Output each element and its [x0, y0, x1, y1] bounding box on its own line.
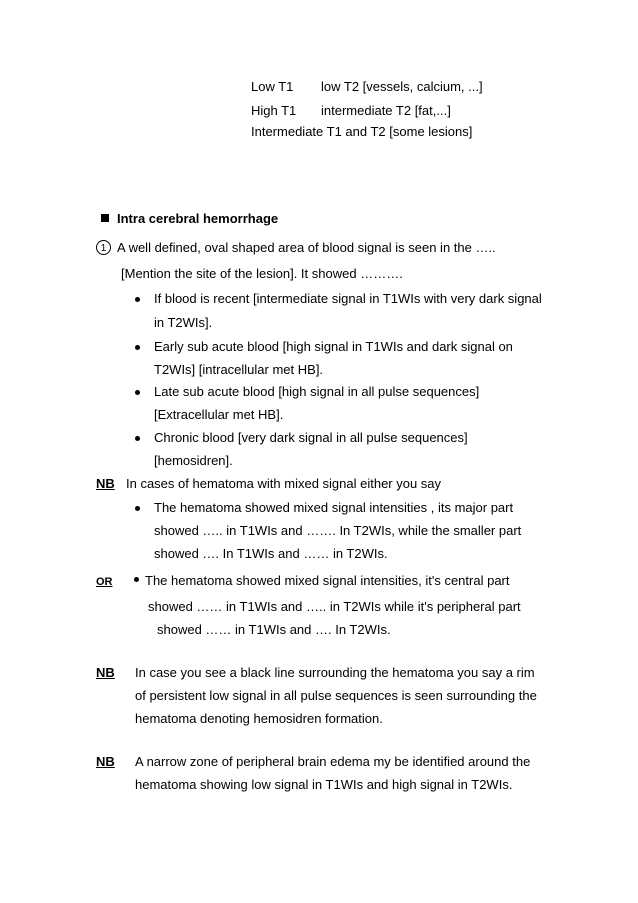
bullet-dot-icon	[135, 436, 140, 441]
nb1-bullet-line-3: showed …. In T1WIs and …… in T2WIs.	[154, 546, 388, 561]
t1-high-label: High T1	[251, 103, 297, 118]
nb3-line-2: hematoma showing low signal in T1WIs and high signal in T2WIs.	[135, 777, 513, 792]
nb-label: NB	[96, 476, 115, 491]
or-line-3: showed …… in T1WIs and …. In T2WIs.	[157, 622, 391, 637]
bullet-2-line-2: T2WIs] [intracellular met HB].	[154, 362, 324, 377]
nb2-line-1: In case you see a black line surrounding the hematoma you say a rim	[135, 665, 535, 680]
intro-line-1: A well defined, oval shaped area of blood signal is seen in the …..	[117, 240, 496, 255]
nb1-text: In cases of hematoma with mixed signal either you say	[126, 476, 442, 491]
bullet-dot-icon	[135, 297, 140, 302]
nb1-bullet-line-1: The hematoma showed mixed signal intensities , its major part	[154, 500, 514, 515]
bullet-1-line-1: If blood is recent [intermediate signal in T1WIs with very dark signal	[154, 291, 542, 306]
t2-low-desc: low T2 [vessels, calcium, ...]	[321, 79, 483, 94]
bullet-2-line-1: Early sub acute blood [high signal in T1WIs and dark signal on	[154, 339, 513, 354]
bullet-dot-icon	[135, 345, 140, 350]
bullet-dot-icon	[135, 506, 140, 511]
intermediate-line: Intermediate T1 and T2 [some lesions]	[251, 124, 473, 139]
bullet-3-line-2: [Extracellular met HB].	[154, 407, 284, 422]
t2-intermediate-desc: intermediate T2 [fat,...]	[321, 103, 451, 118]
circled-number-icon: 1	[96, 240, 111, 255]
nb3-line-1: A narrow zone of peripheral brain edema my be identified around the	[135, 754, 531, 769]
bullet-1-line-2: in T2WIs].	[154, 315, 213, 330]
bullet-4-line-1: Chronic blood [very dark signal in all pulse sequences]	[154, 430, 468, 445]
section-heading: Intra cerebral hemorrhage	[117, 211, 279, 226]
nb1-bullet-line-2: showed ….. in T1WIs and ……. In T2WIs, while the smaller part	[154, 523, 522, 538]
nb-label: NB	[96, 665, 115, 680]
intro-line-2: [Mention the site of the lesion]. It showed ……….	[121, 266, 403, 281]
or-line-2: showed …… in T1WIs and ….. in T2WIs while it's peripheral part	[148, 599, 521, 614]
or-line-1: The hematoma showed mixed signal intensities, it's central part	[145, 573, 510, 588]
bullet-4-line-2: [hemosidren].	[154, 453, 233, 468]
nb2-line-3: hematoma denoting hemosidren formation.	[135, 711, 383, 726]
bullet-3-line-1: Late sub acute blood [high signal in all pulse sequences]	[154, 384, 480, 399]
bullet-dot-icon	[134, 577, 139, 582]
square-bullet-icon	[101, 214, 109, 222]
nb2-line-2: of persistent low signal in all pulse sequences is seen surrounding the	[135, 688, 537, 703]
or-label: OR	[96, 576, 113, 588]
t1-low-label: Low T1	[251, 79, 294, 94]
bullet-dot-icon	[135, 390, 140, 395]
nb-label: NB	[96, 754, 115, 769]
